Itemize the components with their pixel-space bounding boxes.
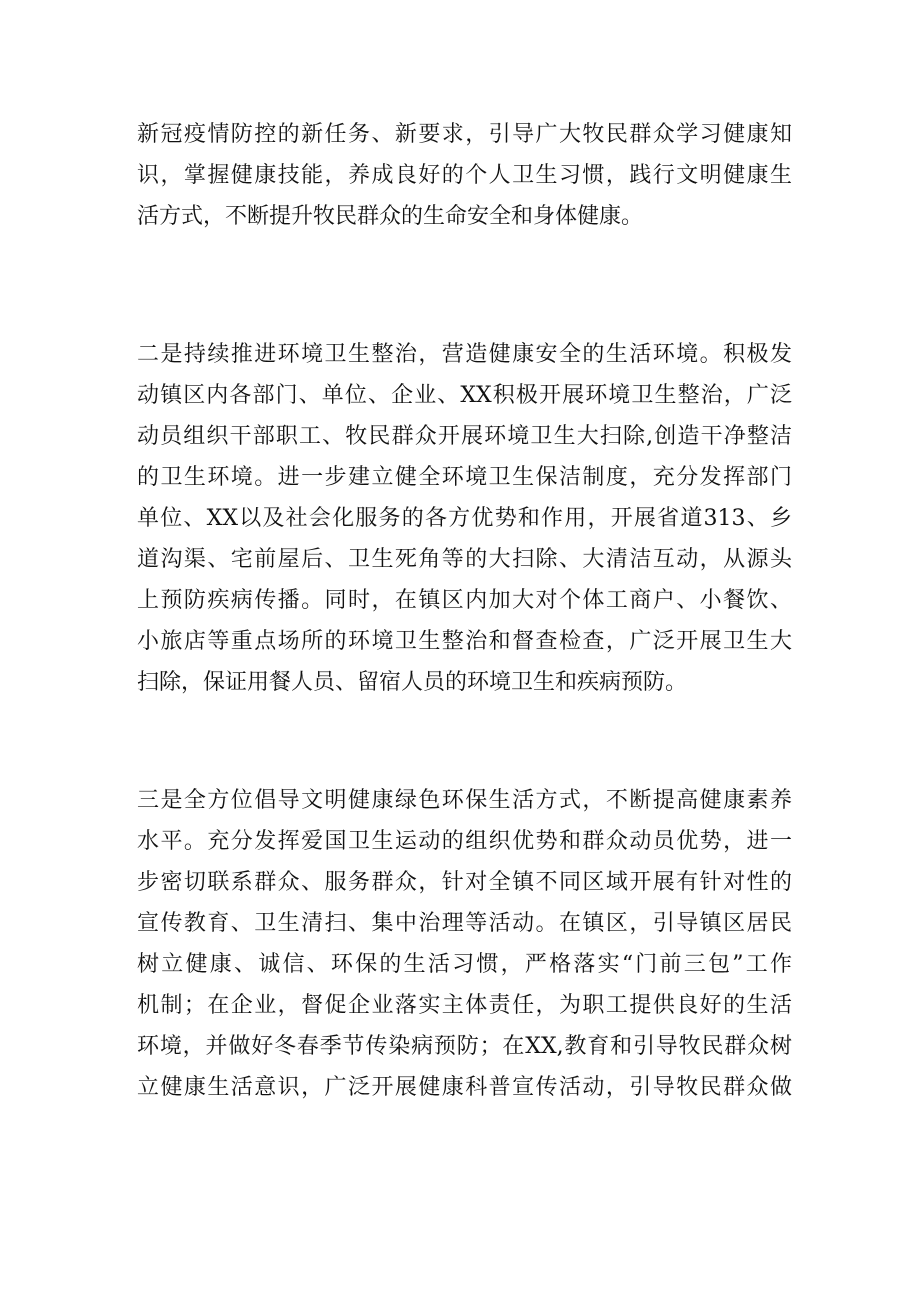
text-line: 识，掌握健康技能，养成良好的个人卫生习惯，践行文明健康生 bbox=[137, 163, 792, 188]
text-line: 二是持续推进环境卫生整治，营造健康安全的生活环境。积极发 bbox=[137, 342, 792, 367]
text-line: 立健康生活意识，广泛开展健康科普宣传活动，引导牧民群众做 bbox=[137, 1075, 792, 1100]
text-line: 小旅店等重点场所的环境卫生整治和督查检查，广泛开展卫生大 bbox=[137, 629, 792, 654]
text-line: 的卫生环境。进一步建立健全环境卫生保洁制度，充分发挥部门 bbox=[137, 465, 792, 490]
text-line: 新冠疫情防控的新任务、新要求，引导广大牧民群众学习健康知 bbox=[137, 122, 792, 147]
text-line: 上预防疾病传播。同时，在镇区内加大对个体工商户、小餐饮、 bbox=[137, 588, 792, 613]
paragraph-continuation bbox=[137, 114, 792, 237]
text-line: 单位、XX以及社会化服务的各方优势和作用，开展省道313、乡 bbox=[137, 506, 792, 531]
paragraph-healthy-lifestyle bbox=[137, 780, 792, 1108]
text-line: 动镇区内各部门、单位、企业、XX积极开展环境卫生整治，广泛 bbox=[137, 383, 792, 408]
text-line: 宣传教育、卫生清扫、集中治理等活动。在镇区，引导镇区居民 bbox=[137, 911, 792, 936]
text-line: 动员组织干部职工、牧民群众开展环境卫生大扫除,创造干净整洁 bbox=[137, 424, 792, 449]
text-line: 步密切联系群众、服务群众，针对全镇不同区域开展有针对性的 bbox=[137, 870, 792, 895]
text-line: 三是全方位倡导文明健康绿色环保生活方式，不断提高健康素养 bbox=[137, 788, 792, 813]
text-line: 活方式，不断提升牧民群众的生命安全和身体健康。 bbox=[137, 204, 644, 229]
text-line: 扫除，保证用餐人员、留宿人员的环境卫生和疾病预防。 bbox=[137, 670, 688, 695]
text-line: 道沟渠、宅前屋后、卫生死角等的大扫除、大清洁互动，从源头 bbox=[137, 547, 792, 572]
paragraph-environment-sanitation bbox=[137, 334, 792, 703]
text-line: 水平。充分发挥爱国卫生运动的组织优势和群众动员优势，进一 bbox=[137, 829, 792, 854]
text-line: 环境，并做好冬春季节传染病预防；在XX,教育和引导牧民群众树 bbox=[137, 1034, 792, 1059]
text-line: 机制；在企业，督促企业落实主体责任，为职工提供良好的生活 bbox=[137, 993, 792, 1018]
text-line: 树立健康、诚信、环保的生活习惯，严格落实“门前三包”工作 bbox=[137, 952, 792, 977]
